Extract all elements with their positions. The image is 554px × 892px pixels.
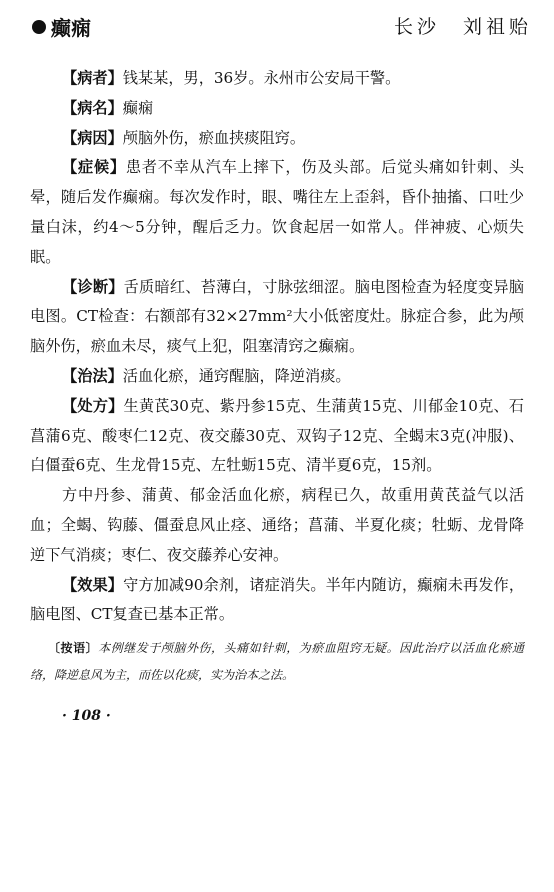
section-label: 【病因】	[62, 128, 123, 147]
case-section-disease	[30, 94, 524, 124]
case-section-diagnosis	[30, 273, 524, 362]
section-text: 生黄芪30克、紫丹参15克、生蒲黄15克、川郁金10克、石菖蒲6克、酸枣仁12克、夜交藤30克、双钩子12克、全蝎末3克(冲服)、白僵蚕6克、生龙骨15克、左牡蛎15克、清半夏6克，15剂。	[30, 396, 524, 475]
editor-comment	[30, 635, 524, 689]
section-text: 舌质暗红、苔薄白，寸脉弦细涩。脑电图检查为轻度变异脑电图。CT检查：右额部有32×27mm²大小低密度灶。脉症合参，此为颅脑外伤，瘀血未尽，痰气上犯，阻塞清窍之癫痫。	[30, 277, 525, 356]
comment-text: 本例继发于颅脑外伤，头痛如针刺，为瘀血阻窍无疑。因此治疗以活血化瘀通络，降逆息风为主，而佐以化痰，实为治本之法。	[30, 641, 524, 683]
section-label: 【效果】	[62, 575, 124, 594]
filled-circle-icon	[32, 20, 46, 34]
page-number: · 108 ·	[62, 708, 111, 724]
case-section-symptoms	[30, 153, 524, 272]
section-text: 活血化瘀，通窍醒脑，降逆消痰。	[122, 366, 351, 385]
section-label: 【病名】	[62, 98, 123, 117]
section-label: 【症候】	[62, 158, 126, 177]
chapter-heading	[32, 12, 91, 41]
case-record	[30, 64, 524, 689]
section-label: 【诊断】	[62, 277, 124, 296]
section-text: 患者不幸从汽车上摔下，伤及头部。后觉头痛如针刺、头晕，随后发作癫痫。每次发作时，眼、嘴往左上歪斜，昏仆抽搐、口吐少量白沫，约4～5分钟，醒后乏力。饮食起居一如常人。伴神疲、心烦失眠。	[30, 158, 525, 266]
case-section-cause	[30, 124, 524, 154]
case-section-prescription	[30, 392, 524, 481]
section-text: 钱某某，男，36岁。永州市公安局干警。	[122, 69, 401, 87]
case-section-result	[30, 571, 524, 631]
section-text: 癫痫	[122, 98, 154, 117]
chapter-title: 癫痫	[51, 16, 91, 40]
case-section-treatment	[30, 362, 524, 392]
case-section-patient	[30, 64, 524, 94]
case-section-analysis	[30, 481, 524, 570]
section-text: 颅脑外伤，瘀血挟痰阻窍。	[122, 128, 305, 147]
comment-label: 〔按语〕	[48, 641, 99, 656]
section-text: 守方加减90余剂，诸症消失。半年内随访，癫痫未再发作，脑电图、CT复查已基本正常。	[30, 575, 525, 624]
section-label: 【病者】	[62, 69, 123, 87]
section-label: 【治法】	[62, 366, 123, 385]
author-name: 长沙 刘祖贻	[393, 16, 532, 38]
section-label: 【处方】	[62, 396, 124, 415]
section-text: 方中丹参、蒲黄、郁金活血化瘀，病程已久，故重用黄芪益气以活血；全蝎、钩藤、僵蚕息风止痉、通络；菖蒲、半夏化痰；牡蛎、龙骨降逆下气消痰；枣仁、夜交藤养心安神。	[30, 486, 524, 564]
